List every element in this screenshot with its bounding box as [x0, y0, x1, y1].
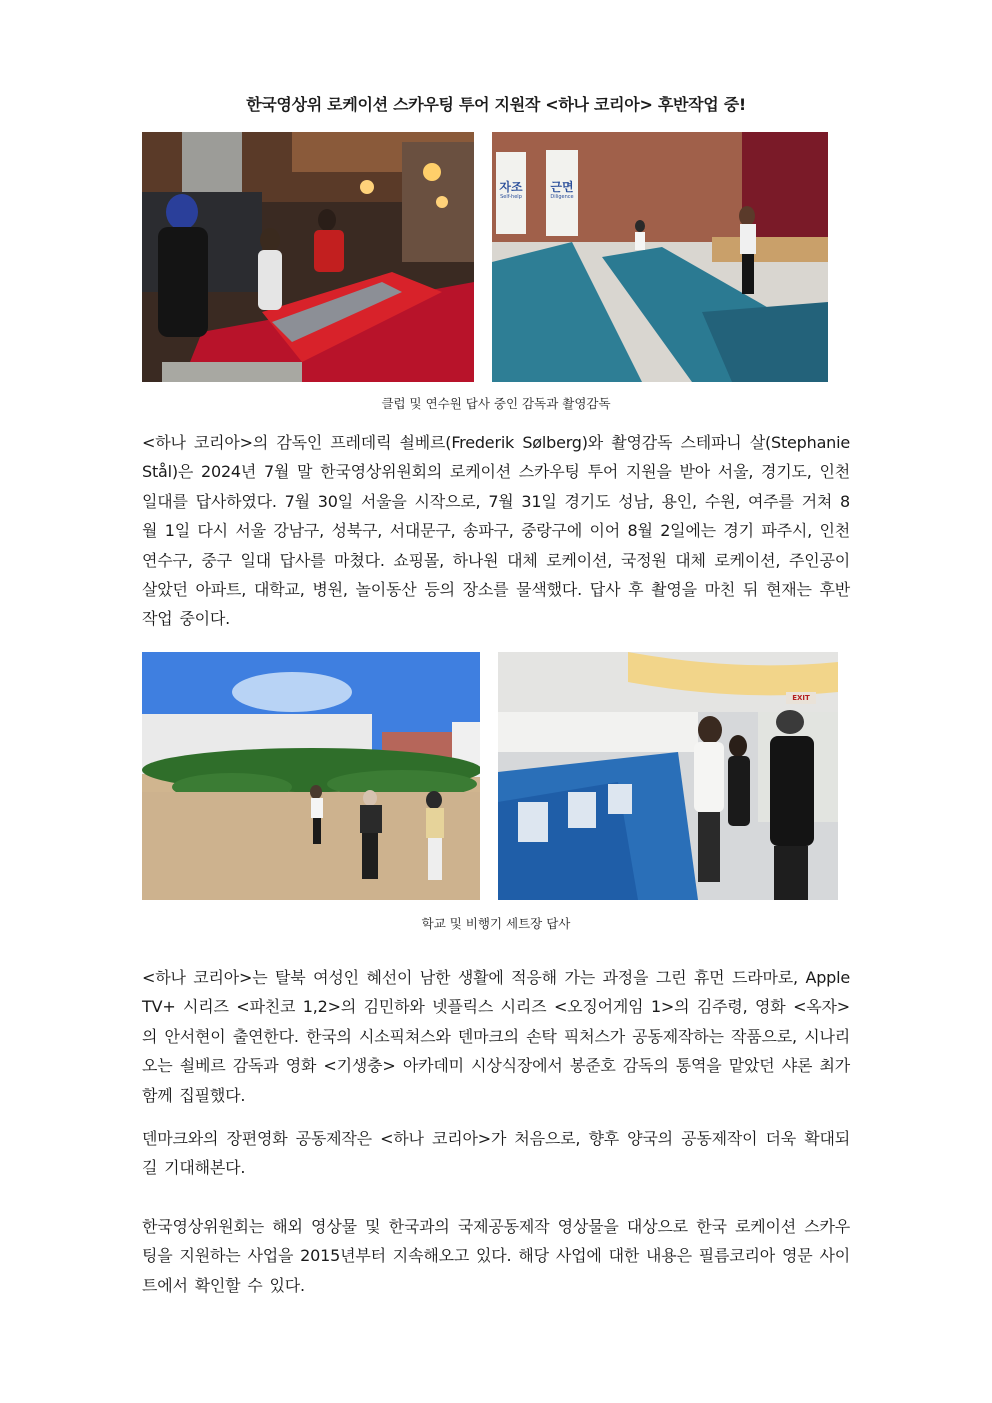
airplane-set-photo	[498, 652, 838, 900]
page-title: 한국영상위 로케이션 스카우팅 투어 지원작 <하나 코리아> 후반작업 중!	[246, 95, 746, 114]
auditorium-photo	[492, 132, 828, 382]
banner-right-title: 근면	[550, 180, 574, 194]
banner-left-sub: Self-help	[500, 194, 522, 200]
exit-sign: EXIT	[792, 694, 810, 702]
photo-caption-1: 클럽 및 연수원 답사 중인 감독과 촬영감독	[381, 396, 611, 411]
paragraph-4: 한국영상위원회는 해외 영상물 및 한국과의 국제공동제작 영상물을 대상으로 한국 로케이션 스카우팅을 지원하는 사업을 2015년부터 지속해오고 있다. 해당 사업에 대한 내용은 필름코리아 영문 사이트에서 확인할 수 있다.	[142, 1217, 850, 1295]
paragraph-1: <하나 코리아>의 감독인 프레데릭 쇨베르(Frederik Sølberg)와 촬영감독 스테파니 살(Stephanie Stål)은 2024년 7월 말 한국영상위원회의 로케이션 스카우팅 투어 지원을 받아 서울, 경기도, 인천 일대를 답사하였다. 7월 30일 서울을 시작으로, 7월 31일 경기도 성남, 용인, 수원, 여주를 거쳐 8월 1일 다시 서울 강남구, 성북구, 서대문구, 송파구, 중랑구에 이어 8월 2일에는 경기 파주시, 인천 연수구, 중구 일대 답사를 마쳤다. 쇼핑몰, 하나원 대체 로케이션, 국정원 대체 로케이션, 주인공이 살았던 아파트, 대학교, 병원, 놀이동산 등의 장소를 물색했다. 답사 후 촬영을 마친 뒤 현재는 후반작업 중이다.	[142, 433, 850, 629]
paragraph-3: 덴마크와의 장편영화 공동제작은 <하나 코리아>가 처음으로, 향후 양국의 공동제작이 더욱 확대되길 기대해본다.	[142, 1129, 850, 1178]
banner-right-sub: Diligence	[550, 194, 574, 200]
paragraph-2: <하나 코리아>는 탈북 여성인 혜선이 남한 생활에 적응해 가는 과정을 그린 휴먼 드라마로, Apple TV+ 시리즈 <파친코 1,2>의 김민하와 넷플릭스 시리즈 <오징어게임 1>의 김주령, 영화 <옥자>의 안서현이 출연한다. 한국의 시소픽쳐스와 덴마크의 손탁 픽처스가 공동제작하는 작품으로, 시나리오는 쇨베르 감독과 영화 <기생충> 아카데미 시상식장에서 봉준호 감독의 통역을 맡았던 샤론 최가 함께 집필했다.	[142, 968, 850, 1105]
banner-left-title: 자조	[499, 180, 523, 194]
school-yard-photo	[142, 652, 480, 900]
club-kitchen-photo	[142, 132, 474, 382]
photo-caption-2: 학교 및 비행기 세트장 답사	[421, 916, 571, 931]
